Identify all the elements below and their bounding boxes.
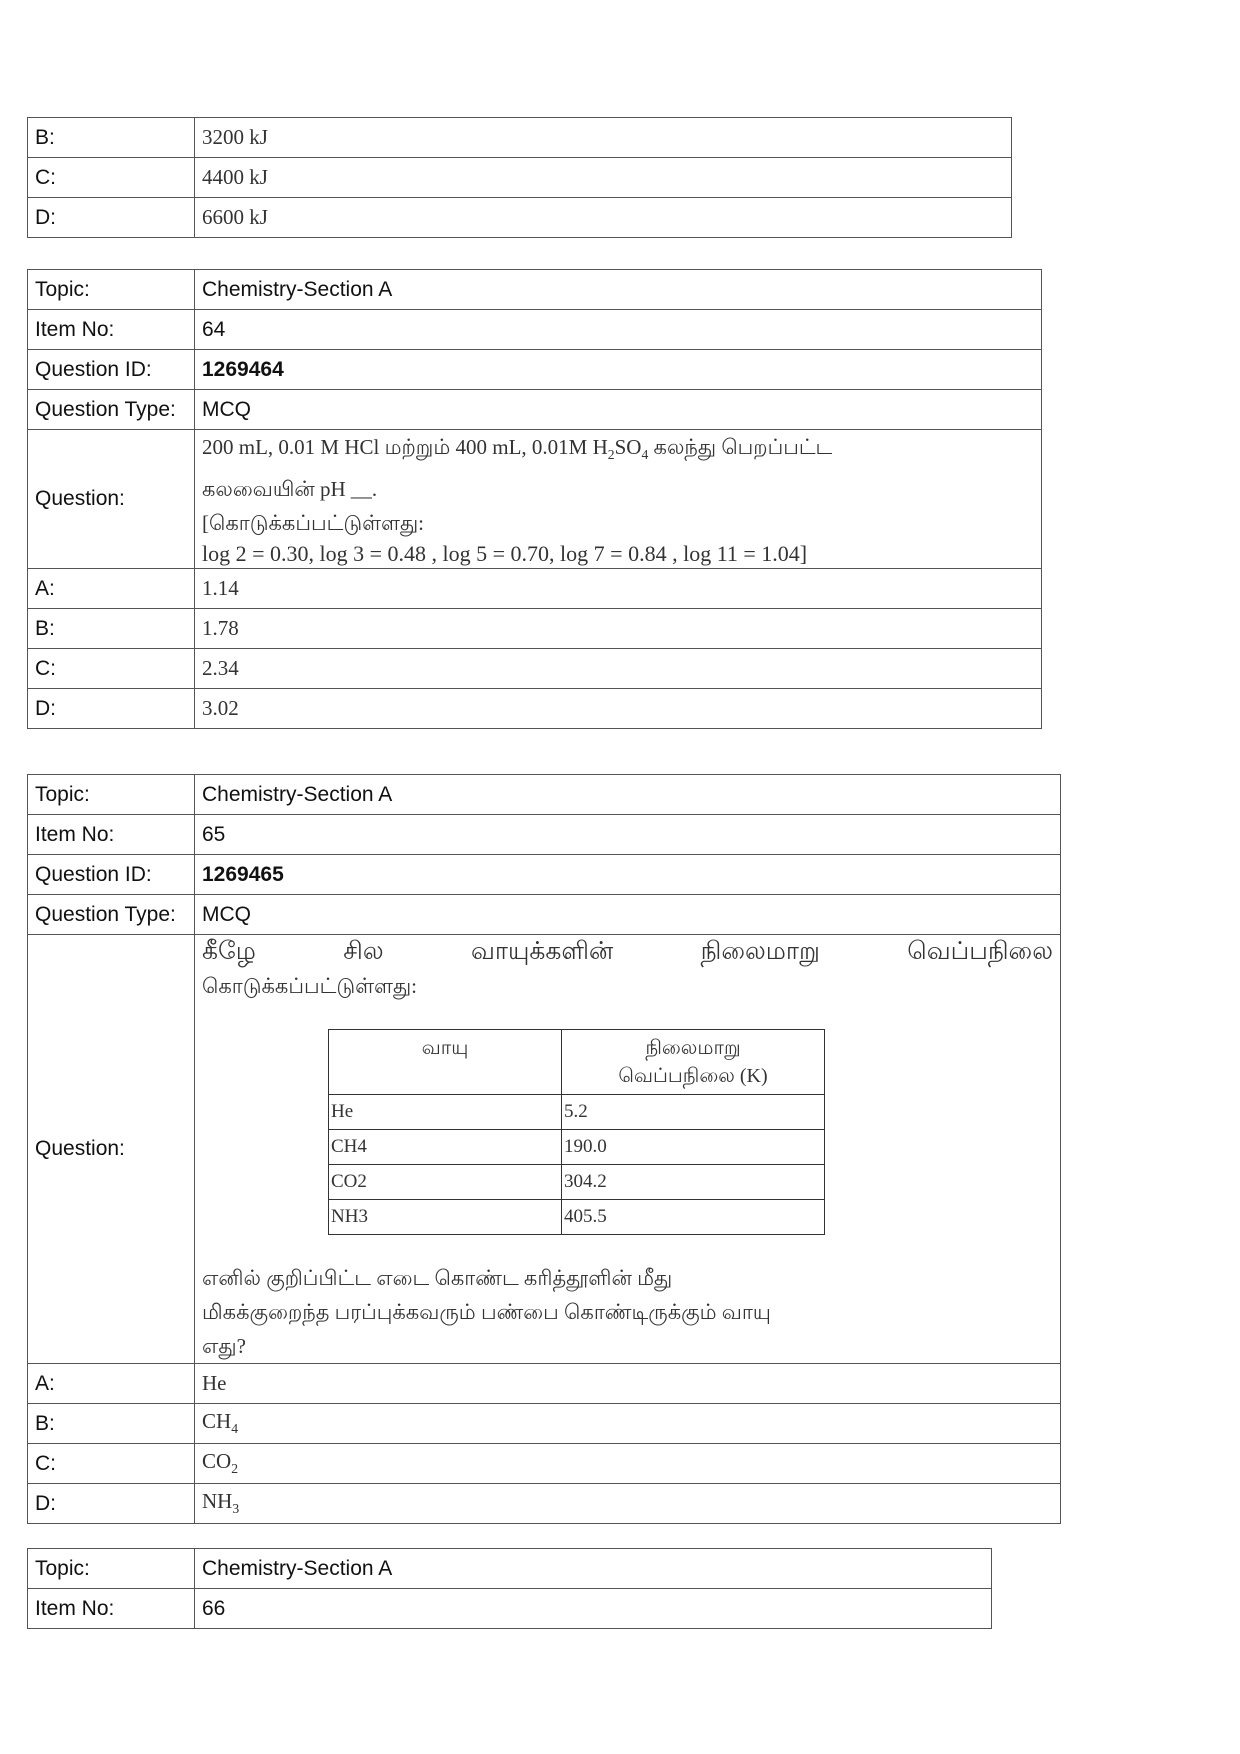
topic-row — [28, 1549, 992, 1589]
option-label: B: — [28, 1404, 195, 1444]
question-type-row — [28, 390, 1042, 430]
question-id-value: 1269464 — [195, 350, 1042, 390]
topic-row — [28, 775, 1061, 815]
question-table-64 — [27, 269, 1042, 729]
option-value: $CH_4$ — [195, 1404, 1061, 1444]
option-value: 1.14 — [195, 569, 1042, 609]
topic-value: Chemistry-Section A — [195, 775, 1061, 815]
option-label: A: — [28, 569, 195, 609]
topic-value: Chemistry-Section A — [195, 1549, 992, 1589]
question-type-value: MCQ — [195, 895, 1061, 935]
temperature-column-header: நிலைமாறு வெப்பநிலை (K) — [562, 1030, 825, 1095]
option-label: C: — [28, 1444, 195, 1484]
topic-label: Topic: — [28, 1549, 195, 1589]
topic-label: Topic: — [28, 270, 195, 310]
question-type-label: Question Type: — [28, 895, 195, 935]
question-id-value: 1269465 — [195, 855, 1061, 895]
option-label: D: — [28, 689, 195, 729]
option-label: C: — [28, 158, 195, 198]
gas-cell: NH3 — [329, 1200, 562, 1235]
question-type-label: Question Type: — [28, 390, 195, 430]
question-id-row — [28, 350, 1042, 390]
critical-temperature-row — [329, 1200, 825, 1235]
question-id-row — [28, 855, 1061, 895]
option-value: 4400 kJ — [195, 158, 1012, 198]
critical-temperature-table — [328, 1029, 825, 1235]
option-row — [28, 118, 1012, 158]
item-label: Item No: — [28, 310, 195, 350]
question-intro-line-2: கொடுக்கப்பட்டுள்ளது: — [202, 974, 418, 998]
option-value: $NH_3$ — [195, 1484, 1061, 1524]
question-line-4: log 2 = 0.30, log 3 = 0.48 , log 5 = 0.70, log 7 = 0.84 , log 11 = 1.04] — [202, 541, 808, 567]
option-value: 1.78 — [195, 609, 1042, 649]
question-outro-line-1: எனில் குறிப்பிட்ட எடை கொண்ட கரித்தூளின் மீது — [202, 1266, 673, 1290]
temperature-cell: 304.2 — [562, 1165, 825, 1200]
question-line-2: கலவையின் pH __. — [202, 477, 378, 502]
option-row — [28, 609, 1042, 649]
option-value: 6600 kJ — [195, 198, 1012, 238]
gas-cell: CH4 — [329, 1130, 562, 1165]
option-row — [28, 1444, 1061, 1484]
critical-temperature-row — [329, 1165, 825, 1200]
topic-label: Topic: — [28, 775, 195, 815]
question-type-row — [28, 895, 1061, 935]
gas-cell: He — [329, 1095, 562, 1130]
question-line-1: 200 mL, 0.01 M HCl மற்றும் 400 mL, 0.01M $H_2SO_4$ கலந்து பெறப்பட்ட — [202, 435, 833, 463]
critical-temperature-row — [329, 1130, 825, 1165]
option-row — [28, 1404, 1061, 1444]
option-value: 2.34 — [195, 649, 1042, 689]
question-row — [28, 430, 1042, 569]
option-label: A: — [28, 1364, 195, 1404]
option-row — [28, 1484, 1061, 1524]
option-row — [28, 689, 1042, 729]
gas-cell: CO2 — [329, 1165, 562, 1200]
question-type-value: MCQ — [195, 390, 1042, 430]
option-row — [28, 569, 1042, 609]
question-table-63-tail — [27, 117, 1012, 238]
question-table-66 — [27, 1548, 992, 1629]
temperature-cell: 405.5 — [562, 1200, 825, 1235]
option-value: 3.02 — [195, 689, 1042, 729]
option-label: D: — [28, 198, 195, 238]
topic-value: Chemistry-Section A — [195, 270, 1042, 310]
item-value: 65 — [195, 815, 1061, 855]
question-id-label: Question ID: — [28, 855, 195, 895]
option-row — [28, 158, 1012, 198]
question-label: Question: — [28, 935, 195, 1364]
question-row — [28, 935, 1061, 1364]
critical-temperature-row — [329, 1095, 825, 1130]
option-label: B: — [28, 609, 195, 649]
option-row — [28, 649, 1042, 689]
question-table-65 — [27, 774, 1061, 1524]
question-outro-line-3: எது? — [202, 1334, 246, 1358]
option-value: $CO_2$ — [195, 1444, 1061, 1484]
item-label: Item No: — [28, 815, 195, 855]
temperature-cell: 190.0 — [562, 1130, 825, 1165]
item-row — [28, 815, 1061, 855]
item-row — [28, 310, 1042, 350]
option-value: He — [195, 1364, 1061, 1404]
item-value: 66 — [195, 1589, 992, 1629]
question-line-3: [கொடுக்கப்பட்டுள்ளது: — [202, 511, 425, 536]
topic-row — [28, 270, 1042, 310]
option-label: C: — [28, 649, 195, 689]
item-row — [28, 1589, 992, 1629]
option-row — [28, 198, 1012, 238]
option-row — [28, 1364, 1061, 1404]
question-text — [195, 935, 1061, 1364]
question-intro-line-1: கீழே சில வாயுக்களின் நிலைமாறு வெப்பநிலை — [202, 938, 1053, 965]
item-value: 64 — [195, 310, 1042, 350]
option-value: 3200 kJ — [195, 118, 1012, 158]
critical-temperature-header — [329, 1030, 825, 1095]
question-label: Question: — [28, 430, 195, 569]
question-text — [195, 430, 1042, 569]
item-label: Item No: — [28, 1589, 195, 1629]
gas-column-header: வாயு — [329, 1030, 562, 1095]
option-label: B: — [28, 118, 195, 158]
temperature-cell: 5.2 — [562, 1095, 825, 1130]
question-id-label: Question ID: — [28, 350, 195, 390]
question-outro-line-2: மிகக்குறைந்த பரப்புக்கவரும் பண்பை கொண்டிருக்கும் வாயு — [202, 1300, 771, 1324]
option-label: D: — [28, 1484, 195, 1524]
